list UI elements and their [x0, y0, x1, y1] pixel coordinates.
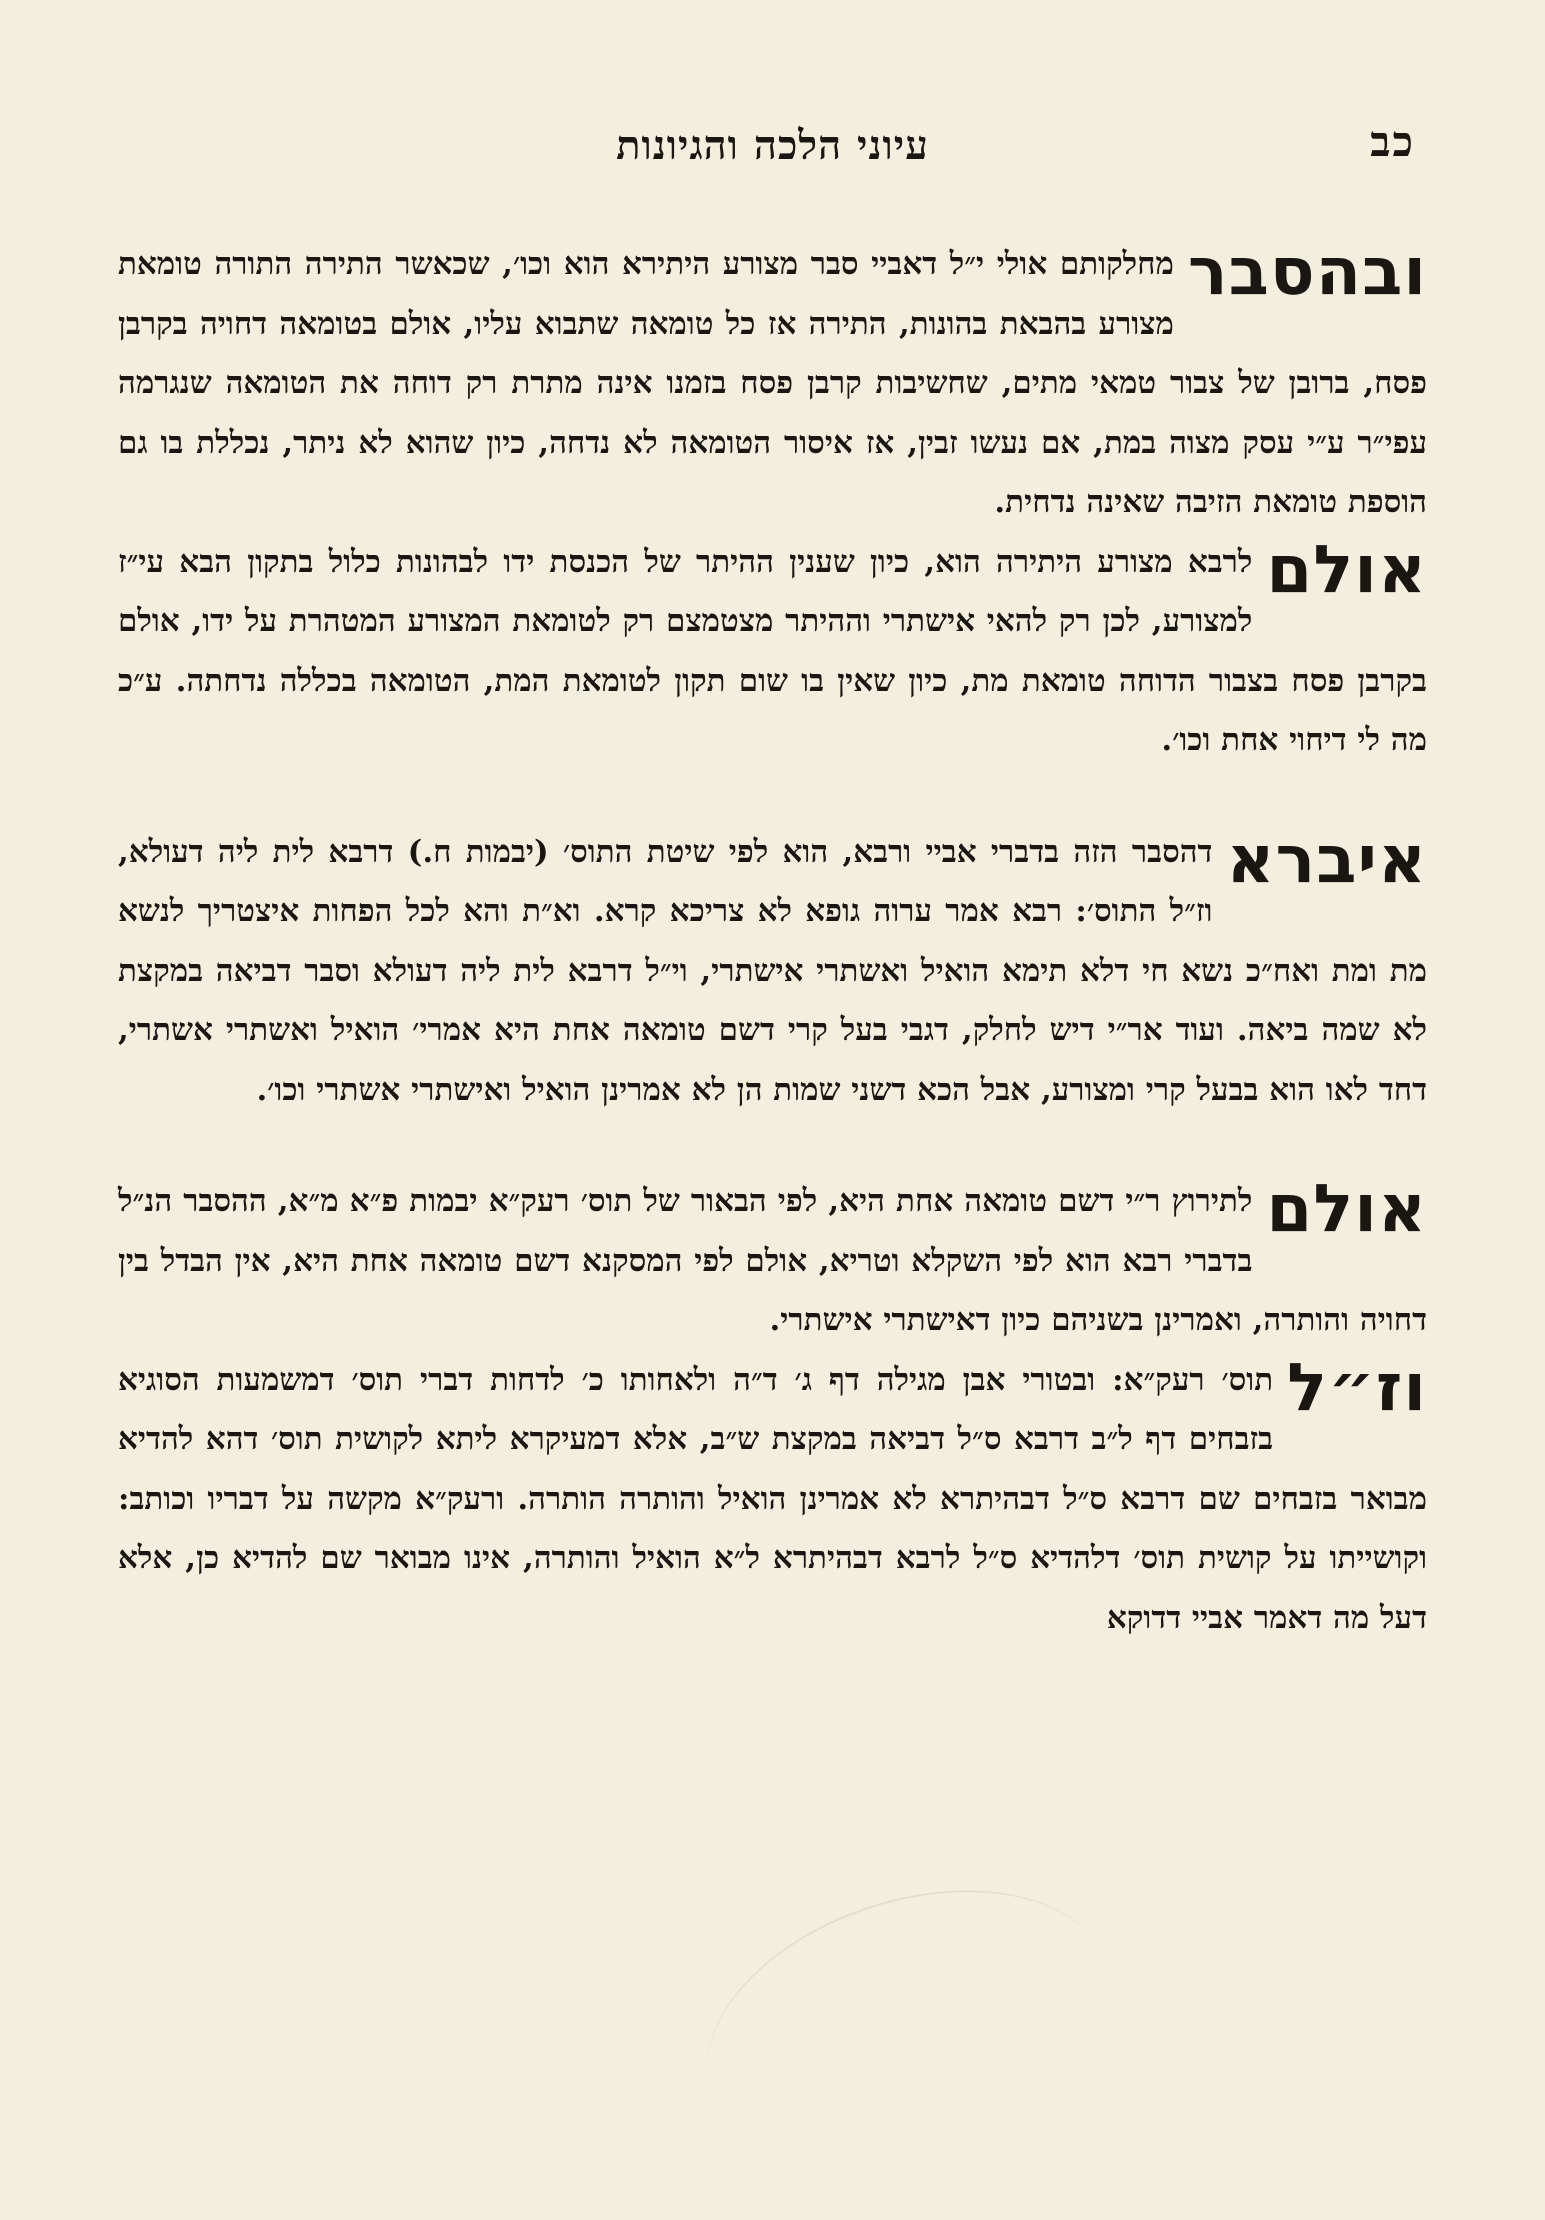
paragraph-lead-word: אולם: [1266, 1170, 1427, 1247]
paragraph-lead-word: וז״ל: [1287, 1348, 1427, 1426]
paragraph-text: לתירוץ ר״י דשם טומאה אחת היא, לפי הבאור של תוס׳ רעק״א יבמות פ״א מ״א, ההסבר הנ״ל בדברי רבא הוא לפי השקלא וטריא, אולם לפי המסקנא דשם טומאה אחת היא, אין הבדל בין דחויה והותרה, ואמרינן בשניהם כיון דאישתרי אישתרי.: [118, 1183, 1427, 1338]
paragraph-lead-word: איברא: [1226, 820, 1427, 898]
paragraph-text: דהסבר הזה בדברי אביי ורבא, הוא לפי שיטת התוס׳ (יבמות ח.) דרבא לית ליה דעולא, וז״ל התוס׳: רבא אמר ערוה גופא לא צריכא קרא. וא״ת והא לכל הפחות איצטריך לנשא מת ומת ואח״כ נשא חי דלא תימא הואיל ואשתרי אישתרי, וי״ל דרבא לית ליה דעולא וסבר דביאה במקצת לא שמה ביאה. ועוד אר״י דיש לחלק, דגבי בעל קרי דשם טומאה אחת היא אמרי׳ הואיל ואשתרי אשתרי, דחד לאו הוא בבעל קרי ומצורע, אבל הכא דשני שמות הן לא אמרינן הואיל ואישתרי אשתרי וכו׳.: [118, 833, 1427, 1108]
paper-crease: [670, 1842, 1150, 2220]
paragraph-lead-word: אולם: [1266, 530, 1427, 608]
paragraph: [118, 530, 1427, 771]
page-body: [118, 235, 1427, 1648]
paragraph-text: תוס׳ רעק״א: ובטורי אבן מגילה דף ג׳ ד״ה ולאחותו כ׳ לדחות דברי תוס׳ דמשמעות הסוגיא בזבחים דף ל״ב דרבא ס״ל דביאה במקצת ש״ב, אלא דמעיקרא ליתא לקושית תוס׳ דהא להדיא מבואר בזבחים שם דרבא ס״ל דבהיתרא לא אמרינן הואיל והותרה הותרה. ורעק״א מקשה על דבריו וכותב: וקושייתו על קושית תוס׳ דלהדיא ס״ל לרבא דבהיתרא ל״א הואיל והותרה, אינו מבואר שם להדיא כן, אלא דעל מה דאמר אביי דדוקא: [118, 1361, 1427, 1636]
paragraph: [118, 1348, 1427, 1649]
paragraph: [118, 1172, 1427, 1351]
page-number: כב: [1370, 117, 1415, 166]
running-title: עיוני הלכה והגיונות: [616, 121, 929, 169]
paragraph-text: לרבא מצורע היתירה הוא, כיון שענין ההיתר של הכנסת ידו לבהונות כלול בתקון הבא עי״ז למצורע, לכן רק להאי אישתרי וההיתר מצטמצם רק לטומאת המצורע המטהרת על ידו, אולם בקרבן פסח בצבור הדוחה טומאת מת, כיון שאין בו שום תקון לטומאת המת, הטומאה בכללה נדחתה. ע״כ מה לי דיחוי אחת וכו׳.: [118, 543, 1427, 758]
page-header: [130, 105, 1415, 185]
paragraph: [118, 235, 1427, 533]
paragraph-lead-word: ובהסבר: [1187, 233, 1427, 310]
paragraph: [118, 820, 1427, 1121]
paragraph-text: מחלקותם אולי י״ל דאביי סבר מצורע היתירא הוא וכו׳, שכאשר התירה התורה טומאת מצורע בהבאת בהונות, התירה אז כל טומאה שתבוא עליו, אולם בטומאה דחויה בקרבן פסח, ברובן של צבור טמאי מתים, שחשיבות קרבן פסח בזמנו אינה מתרת רק דוחה את הטומאה שנגרמה עפי״ר ע״י עסק מצוה במת, אם נעשו זבין, אז איסור הטומאה לא נדחה, כיון שהוא לא ניתר, נכללת בו גם הוספת טומאת הזיבה שאינה נדחית.: [118, 246, 1427, 520]
